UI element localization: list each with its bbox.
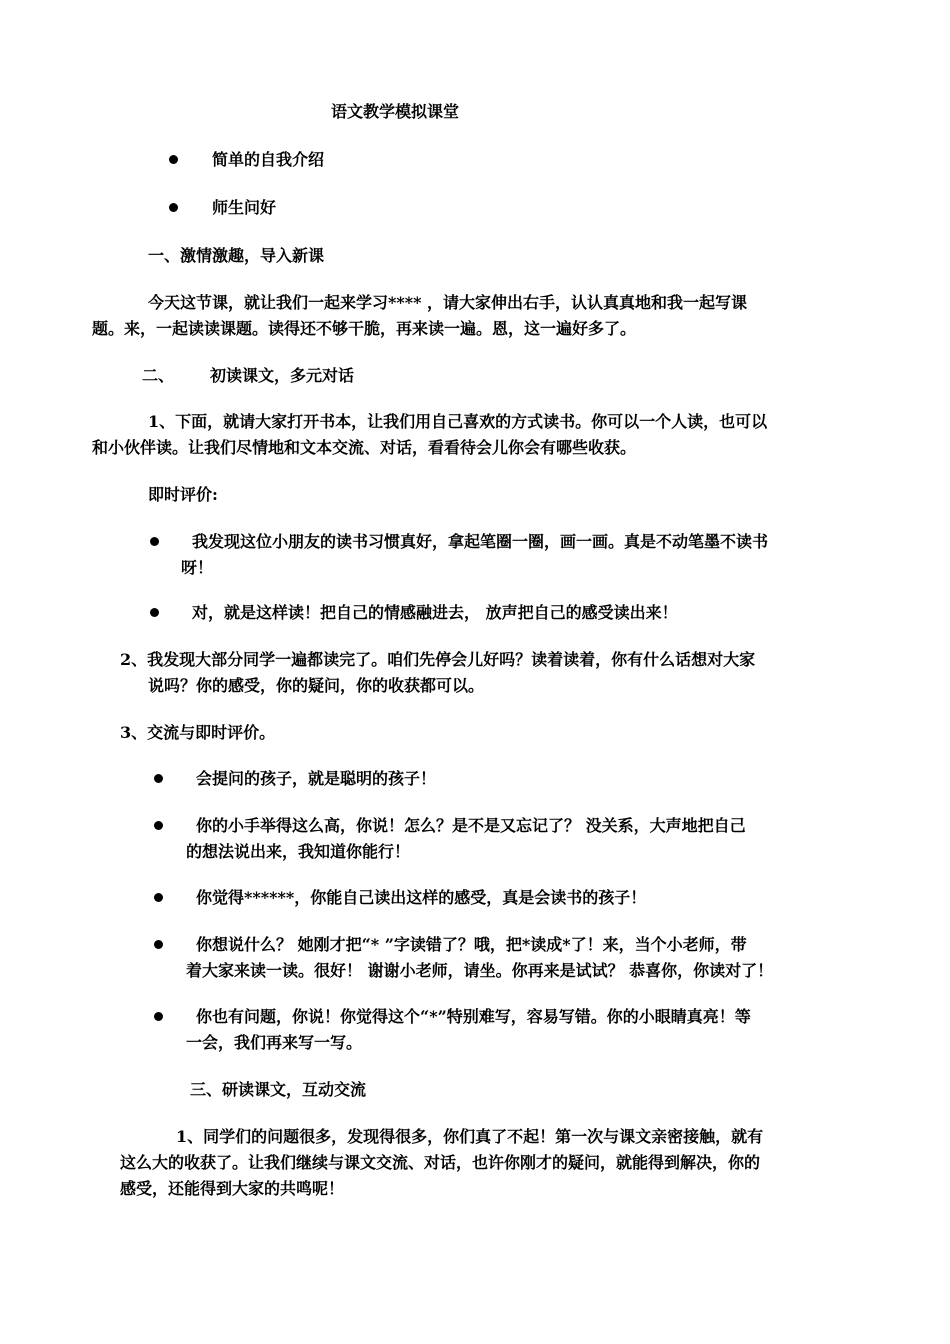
paragraph-line: 1、下面，就请大家打开书本，让我们用自己喜欢的方式读书。你可以一个人读，也可以 — [148, 412, 768, 431]
paragraph-line: 和小伙伴读。让我们尽情地和文本交流、对话，看看待会儿你会有哪些收获。 — [92, 438, 637, 457]
intro-bullet-text: 简单的自我介绍 — [212, 150, 325, 169]
bullet-icon — [150, 537, 159, 546]
eval-bullet-text: 你觉得******，你能自己读出这样的感受，真是会读书的孩子！ — [196, 888, 647, 907]
section-heading-number: 二、 — [142, 366, 175, 385]
paragraph-line: 2、我发现大部分同学一遍都读完了。咱们先停会儿好吗？读着读着，你有什么话想对大家 — [120, 650, 756, 669]
section-heading: 三、研读课文，互动交流 — [190, 1080, 367, 1099]
eval-bullet-text: 你的小手举得这么高，你说！怎么？是不是又忘记了？ 没关系，大声地把自己 — [196, 816, 746, 835]
paragraph-line: 1、同学们的问题很多，发现得很多，你们真了不起！第一次与课文亲密接触，就有 — [176, 1127, 764, 1146]
paragraph-line: 感受，还能得到大家的共鸣呢！ — [120, 1179, 345, 1198]
eval-bullet-text: 你想说什么？ 她刚才把“* ”字读错了？哦，把*读成*了！来，当个小老师，带 — [196, 935, 747, 954]
paragraph-line: 今天这节课，就让我们一起来学习**** ，请大家伸出右手，认认真真地和我一起写课 — [148, 293, 748, 312]
eval-bullet-text: 一会，我们再来写一写。 — [186, 1033, 363, 1052]
section-heading: 一、激情激趣，导入新课 — [148, 246, 325, 265]
paragraph-line: 3、交流与即时评价。 — [120, 723, 276, 742]
intro-bullet-text: 师生问好 — [212, 198, 277, 217]
eval-bullet-text: 会提问的孩子，就是聪明的孩子！ — [196, 769, 437, 788]
section-heading: 初读课文，多元对话 — [210, 366, 355, 385]
eval-bullet-text: 你也有问题，你说！你觉得这个“*”特别难写，容易写错。你的小眼睛真亮！等 — [196, 1007, 751, 1026]
bullet-icon — [169, 155, 178, 164]
bullet-icon — [169, 203, 178, 212]
paragraph-line: 这么大的收获了。让我们继续与课文交流、对话，也许你刚才的疑问，就能得到解决，你的 — [120, 1153, 761, 1172]
eval-bullet-text: 着大家来读一读。很好！ 谢谢小老师，请坐。你再来是试试？ 恭喜你，你读对了！ — [186, 961, 774, 980]
bullet-icon — [150, 608, 159, 617]
bullet-icon — [154, 821, 163, 830]
page-title: 语文教学模拟课堂 — [331, 102, 460, 121]
bullet-icon — [154, 774, 163, 783]
paragraph-line: 说吗？你的感受，你的疑问，你的收获都可以。 — [148, 676, 485, 695]
paragraph-line: 题。来，一起读读课题。读得还不够干脆，再来读一遍。恩，这一遍好多了。 — [92, 319, 637, 338]
eval-bullet-text: 对，就是这样读！把自己的情感融进去， 放声把自己的感受读出来！ — [192, 603, 678, 622]
eval-bullet-text: 呀！ — [181, 558, 214, 577]
bullet-icon — [154, 893, 163, 902]
bullet-icon — [154, 1012, 163, 1021]
bullet-icon — [154, 940, 163, 949]
eval-bullet-text: 我发现这位小朋友的读书习惯真好，拿起笔圈一圈，画一画。真是不动笔墨不读书 — [192, 532, 769, 551]
eval-label: 即时评价: — [148, 485, 218, 504]
eval-bullet-text: 的想法说出来，我知道你能行！ — [186, 842, 411, 861]
